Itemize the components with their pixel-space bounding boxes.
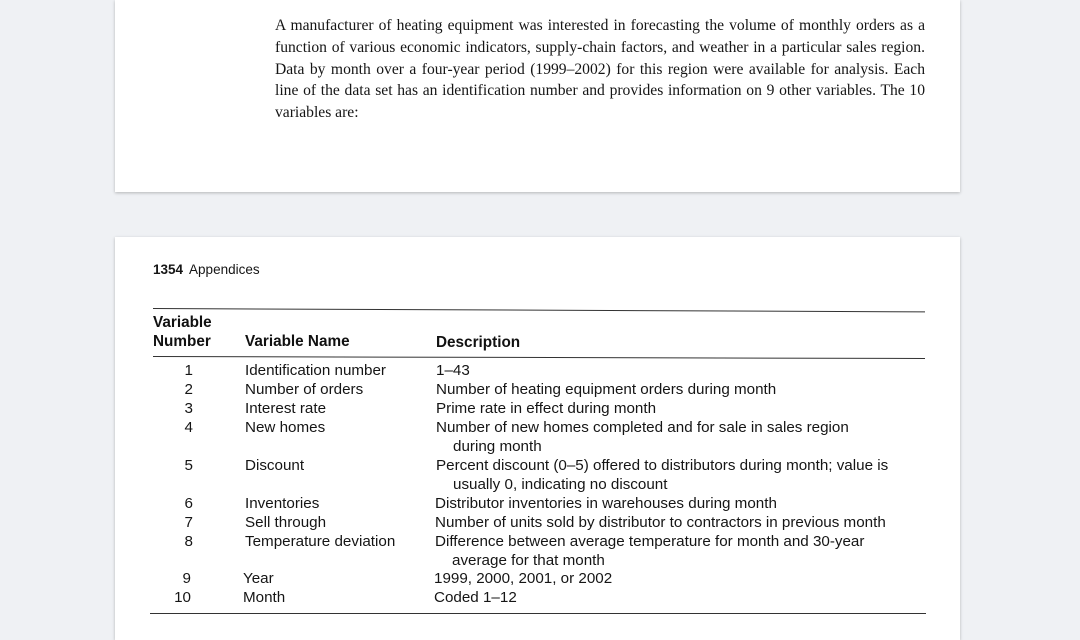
page-number: 1354 [153,262,184,277]
section-title: Appendices [189,262,260,277]
header-description: Description [436,334,521,351]
row-4-description-line1: Number of new homes completed and for sale in sales region [436,419,849,436]
row-4-description-line2: during month [453,438,542,455]
row-8-number: 8 [184,533,193,550]
header-variable-number [153,313,212,351]
page-top [115,0,960,192]
running-head [153,262,260,277]
row-6-number: 6 [184,495,193,512]
row-1-number: 1 [184,362,193,379]
row-10-name: Month [243,589,286,606]
row-9-name: Year [243,570,274,587]
row-5-description [436,456,888,494]
row-3-name: Interest rate [245,400,327,417]
row-10-description: Coded 1–12 [434,589,517,606]
row-5-number: 5 [184,457,193,474]
row-8-description-line1: Difference between average temperature for month and 30-year [435,533,865,550]
row-2-number: 2 [184,381,193,398]
header-variable-name: Variable Name [245,333,350,350]
row-5-name: Discount [245,457,305,474]
header-rule [153,356,925,359]
row-10-number: 10 [174,589,191,606]
header-number-line2: Number [153,333,211,350]
row-1-name: Identification number [245,362,386,379]
row-7-description: Number of units sold by distributor to contractors in previous month [435,514,886,531]
row-3-description: Prime rate in effect during month [436,400,657,417]
row-8-description [435,532,864,570]
row-1-description: 1–43 [436,362,470,379]
row-6-description: Distributor inventories in warehouses during month [435,495,777,512]
row-9-number: 9 [182,570,191,587]
row-4-number: 4 [184,419,193,436]
row-5-description-line2: usually 0, indicating no discount [453,476,668,493]
row-2-description: Number of heating equipment orders during month [436,381,777,398]
table-bottom-rule [150,613,926,614]
row-2-name: Number of orders [245,381,364,398]
row-5-description-line1: Percent discount (0–5) offered to distributors during month; value is [436,457,889,474]
row-4-name: New homes [245,419,326,436]
row-8-name: Temperature deviation [245,533,396,550]
header-number-line1: Variable [153,314,212,331]
intro-paragraph: A manufacturer of heating equipment was interested in forecasting the volume of monthly orders as a function of various economic indicators, supply-chain factors, and weather in a particular sales region. Data by month over a four-year period (1999–2002) for this region were available for analysis. Each line of the data set has an identification number and provides information on 9 other variables. The 10 variables are: [275,17,925,122]
page-bottom [115,237,960,640]
row-6-name: Inventories [245,495,320,512]
row-3-number: 3 [184,400,193,417]
row-7-number: 7 [184,514,193,531]
row-9-description: 1999, 2000, 2001, or 2002 [434,570,613,587]
row-4-description [436,418,849,456]
row-7-name: Sell through [245,514,327,531]
table-top-rule [153,308,925,312]
row-8-description-line2: average for that month [452,552,605,569]
